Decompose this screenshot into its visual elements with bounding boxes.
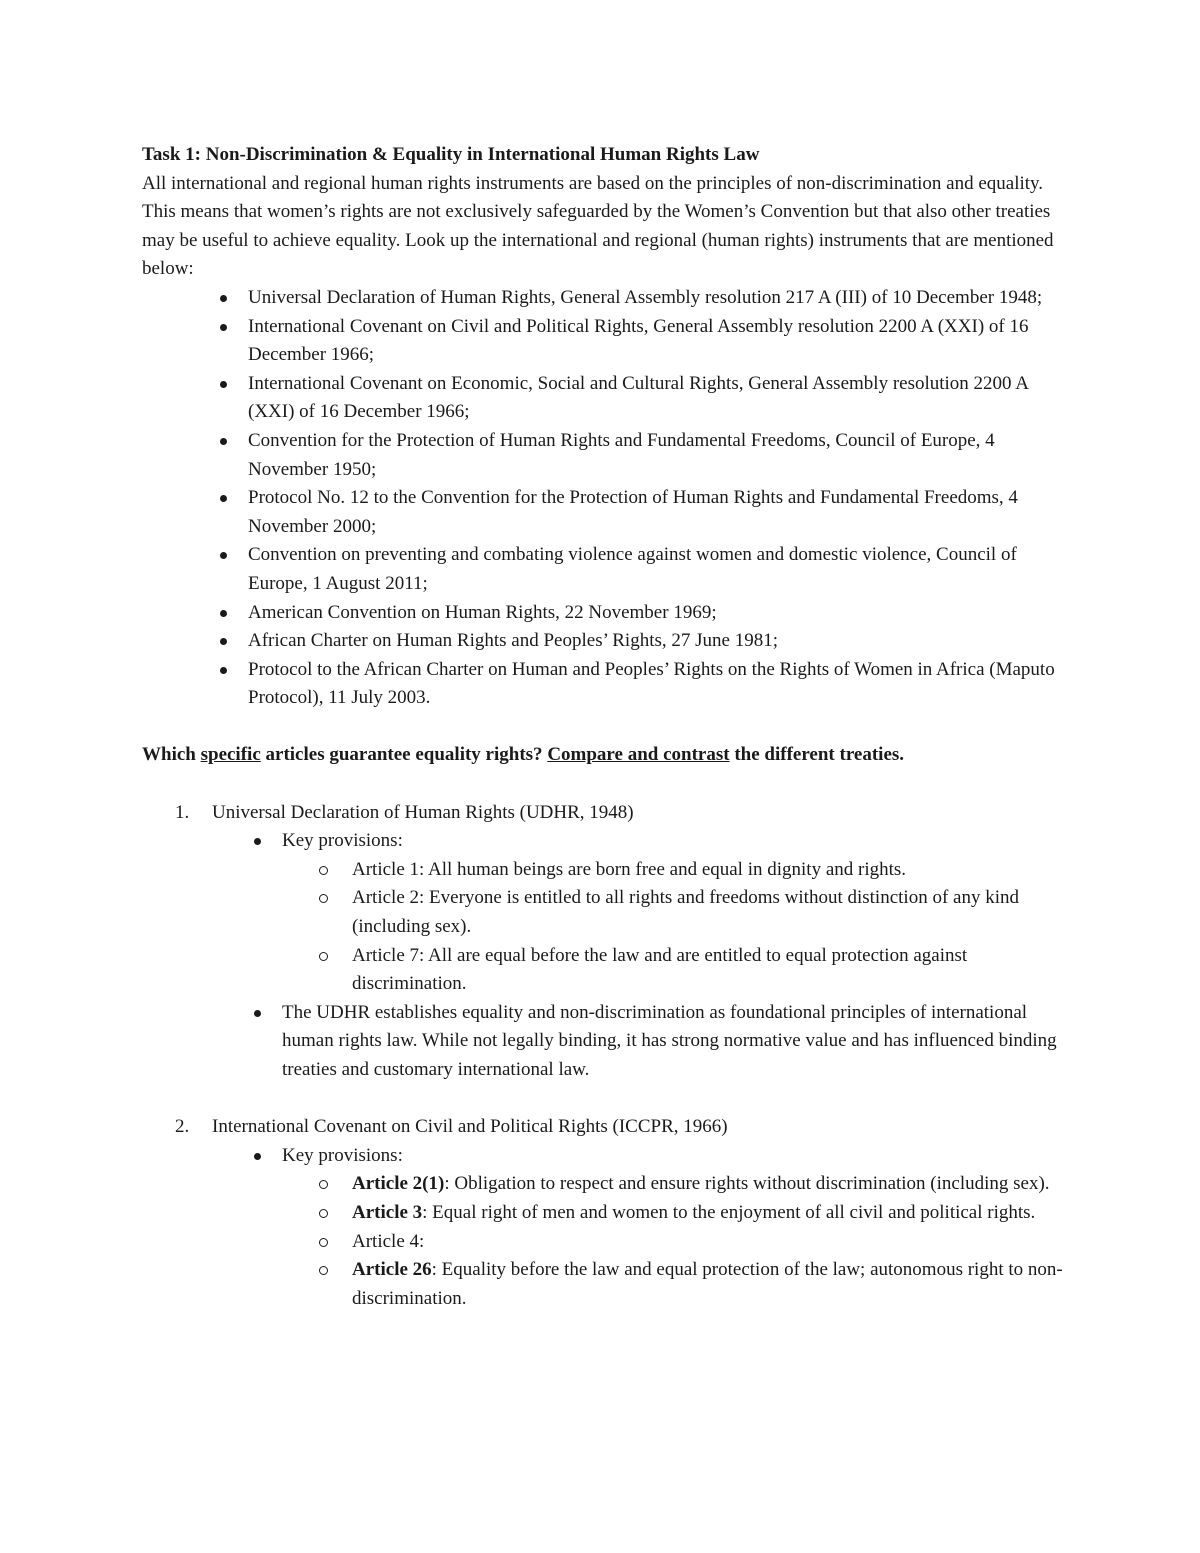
document-body [142, 141, 1072, 1313]
list-item: Protocol to the African Charter on Human and Peoples’ Rights on the Rights of Women in Africa (Maputo Protocol), 11 July 2003. [248, 656, 1072, 713]
task-title: Task 1: Non-Discrimination & Equality in International Human Rights Law [142, 144, 760, 165]
article-item: Article 7: All are equal before the law and are entitled to equal protection against discrimination. [352, 942, 1072, 999]
bullet-icon [254, 1010, 261, 1017]
list-item: Convention for the Protection of Human Rights and Fundamental Freedoms, Council of Europe, 4 November 1950; [248, 427, 1072, 484]
article-item: Article 2(1): Obligation to respect and ensure rights without discrimination (including sex). [352, 1170, 1072, 1199]
list-item: International Covenant on Civil and Political Rights, General Assembly resolution 2200 A (XXI) of 16 December 1966; [248, 313, 1072, 370]
bullet-icon [220, 438, 227, 445]
circle-bullet-icon [319, 894, 328, 903]
underlined-specific: specific [200, 744, 261, 766]
list-item: Key provisions: Article 2(1): Obligation to respect and ensure rights without discrimination (including sex). Article 3: Equal right of men and women to the enjoyment of all civil and political rights. Article 4: Article 26: Equality before the law and equal protection of the law; autonomous right to non-discrimination. [282, 1142, 1072, 1314]
article-item: Article 26: Equality before the law and equal protection of the law; autonomous right to non-discrimination. [352, 1256, 1072, 1313]
article-item: Article 4: [352, 1228, 1072, 1257]
article-item: Article 1: All human beings are born free and equal in dignity and rights. [352, 856, 1072, 885]
list-item: The UDHR establishes equality and non-discrimination as foundational principles of international human rights law. While not legally binding, it has strong normative value and has influenced binding treaties and customary international law. [282, 999, 1072, 1085]
list-item: International Covenant on Economic, Social and Cultural Rights, General Assembly resolution 2200 A (XXI) of 16 December 1966; [248, 370, 1072, 427]
circle-bullet-icon [319, 1238, 328, 1247]
bullet-icon [254, 838, 261, 845]
bullet-icon [220, 667, 227, 674]
question-heading: Which specific articles guarantee equality rights? Compare and contrast the different treaties. [142, 744, 905, 766]
bullet-icon [220, 295, 227, 302]
bullet-icon [220, 610, 227, 617]
circle-bullet-icon [319, 1266, 328, 1275]
bullet-icon [220, 324, 227, 331]
article-item: Article 2: Everyone is entitled to all rights and freedoms without distinction of any kind (including sex). [352, 884, 1072, 941]
section-iccpr [142, 1113, 1072, 1313]
list-item: American Convention on Human Rights, 22 November 1969; [248, 599, 1072, 628]
instrument-list [142, 284, 1072, 713]
list-item: Universal Declaration of Human Rights, General Assembly resolution 217 A (III) of 10 December 1948; [248, 284, 1072, 313]
underlined-compare: Compare and contrast [547, 744, 730, 766]
list-item: Key provisions: Article 1: All human beings are born free and equal in dignity and rights. Article 2: Everyone is entitled to all rights and freedoms without distinction of any kind (including sex). Article 7: All are equal before the law and are entitled to equal protection against discrimination. [282, 827, 1072, 999]
intro-paragraph: All international and regional human rights instruments are based on the principles of non-discrimination and equality. This means that women’s rights are not exclusively safeguarded by the Women’s Convention but that also other treaties may be useful to achieve equality. Look up the international and regional (human rights) instruments that are mentioned below: [142, 172, 1054, 280]
article-item: Article 3: Equal right of men and women to the enjoyment of all civil and political rights. [352, 1199, 1072, 1228]
section-heading: 1. Universal Declaration of Human Rights (UDHR, 1948) [142, 799, 1072, 828]
article-list [282, 856, 1072, 999]
section-number: 2. [175, 1116, 190, 1138]
circle-bullet-icon [319, 866, 328, 875]
bullet-icon [254, 1153, 261, 1160]
bullet-icon [220, 552, 227, 559]
section-heading: 2. International Covenant on Civil and Political Rights (ICCPR, 1966) [142, 1113, 1072, 1142]
circle-bullet-icon [319, 952, 328, 961]
section-udhr [142, 799, 1072, 1085]
article-list [282, 1170, 1072, 1313]
list-item: African Charter on Human Rights and Peoples’ Rights, 27 June 1981; [248, 627, 1072, 656]
bullet-icon [220, 495, 227, 502]
bullet-icon [220, 638, 227, 645]
section-number: 1. [175, 801, 190, 823]
section-bullets [142, 1142, 1072, 1314]
circle-bullet-icon [319, 1180, 328, 1189]
circle-bullet-icon [319, 1209, 328, 1218]
bullet-icon [220, 381, 227, 388]
section-bullets [142, 827, 1072, 1084]
list-item: Protocol No. 12 to the Convention for the Protection of Human Rights and Fundamental Freedoms, 4 November 2000; [248, 484, 1072, 541]
list-item: Convention on preventing and combating violence against women and domestic violence, Council of Europe, 1 August 2011; [248, 541, 1072, 598]
